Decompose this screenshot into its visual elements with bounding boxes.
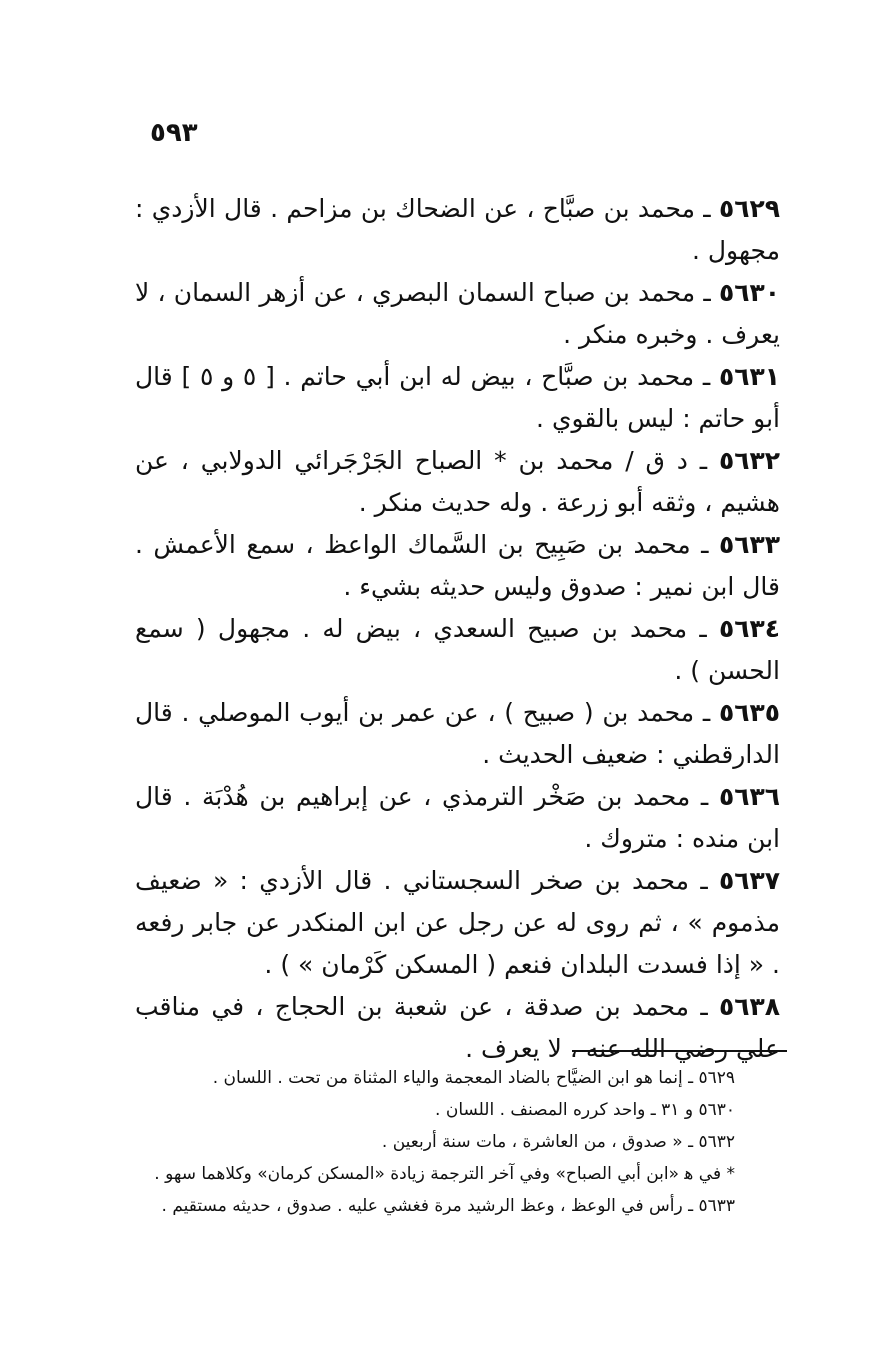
entry-text: محمد بن صدقة ، عن شعبة بن الحجاج ، في مناقب علي رضي الله عنه ، لا يعرف . (135, 992, 780, 1063)
footnote: ٥٦٣٠ و ٣١ ـ واحد كرره المصنف . اللسان . (435, 1100, 735, 1120)
entry-dash: ـ (695, 278, 711, 307)
entry-dash: ـ (690, 530, 709, 559)
footnote: ٥٦٣٢ ـ « صدوق ، من العاشرة ، مات سنة أربعين . (381, 1132, 735, 1152)
footnote: * في ﻫ «ابن أبي الصباح» وفي آخر الترجمة زيادة «المسكن كرمان» وكلاهما سهو . (154, 1164, 735, 1184)
entry-text: محمد بن صباح السمان البصري ، عن أزهر السمان ، لا يعرف . وخبره منكر . (135, 278, 780, 349)
entry (135, 188, 780, 272)
entry-text: محمد بن صبيح السعدي ، بيض له . مجهول ( سمع الحسن ) . (135, 614, 780, 685)
entry-number: ٥٦٣٧ (718, 866, 780, 895)
entry-text: محمد بن صبَّاح ، بيض له ابن أبي حاتم . [ ٥ و ٥ ] قال أبو حاتم : ليس بالقوي . (135, 362, 780, 433)
entry-dash: ـ (689, 866, 708, 895)
entry-dash: ـ (687, 614, 707, 643)
entry-number: ٥٦٣٥ (718, 698, 780, 727)
entry-text: محمد بن صخر السجستاني . قال الأزدي : « ضعيف مذموم » ، ثم روى له عن رجل عن ابن المنكدر عن جابر رفعه . « إذا فسدت البلدان فنعم ( المسكن كَرْمان » ) . (135, 866, 780, 979)
footnote-divider (572, 1050, 787, 1052)
entry-number: ٥٦٣١ (718, 362, 781, 391)
entry (135, 524, 780, 608)
entry-dash: ـ (687, 446, 708, 475)
entry (135, 860, 780, 986)
entry (135, 692, 780, 776)
entry-number: ٥٦٣٢ (718, 446, 780, 475)
footnotes (130, 1062, 735, 1222)
entry (135, 272, 780, 356)
entry-number: ٥٦٣٤ (718, 614, 781, 643)
entry-number: ٥٦٢٩ (718, 194, 780, 223)
entry (135, 986, 780, 1070)
entry-text: محمد بن صَبِيح بن السَّماك الواعظ ، سمع الأعمش . قال ابن نمير : صدوق وليس حديثه بشيء . (135, 530, 780, 601)
entry-number: ٥٦٣٨ (718, 992, 780, 1021)
entry-dash: ـ (690, 782, 709, 811)
footnote: ٥٦٢٩ ـ إنما هو ابن الضيَّاح بالضاد المعجمة والياء المثناة من تحت . اللسان . (212, 1068, 735, 1088)
entry-text: محمد بن ( صبيح ) ، عن عمر بن أيوب الموصلي . قال الدارقطني : ضعيف الحديث . (135, 698, 780, 769)
entry-text: محمد بن صبَّاح ، عن الضحاك بن مزاحم . قال الأزدي : مجهول . (135, 194, 780, 265)
entry (135, 356, 780, 440)
entry-number: ٥٦٣٣ (718, 530, 780, 559)
entry-text: محمد بن صَخْر الترمذي ، عن إبراهيم بن هُدْبَة . قال ابن منده : متروك . (135, 782, 780, 853)
entry-dash: ـ (694, 362, 711, 391)
entry-number: ٥٦٣٦ (718, 782, 780, 811)
entry (135, 440, 780, 524)
entry-text: د ق / محمد بن * الصباح الجَرْجَرائي الدولابي ، عن هشيم ، وثقه أبو زرعة . وله حديث منكر . (135, 446, 780, 517)
entry-dash: ـ (689, 992, 708, 1021)
footnote: ٥٦٣٣ ـ رأس في الوعظ ، وعظ الرشيد مرة فغشي عليه . صدوق ، حديثه مستقيم . (161, 1196, 735, 1216)
entry-dash: ـ (694, 194, 711, 223)
entry-number: ٥٦٣٠ (718, 278, 780, 307)
entry-dash: ـ (694, 698, 711, 727)
entries-list (135, 188, 780, 1070)
page-number: ٥٩٣ (150, 118, 198, 148)
entry (135, 776, 780, 860)
entry (135, 608, 780, 692)
